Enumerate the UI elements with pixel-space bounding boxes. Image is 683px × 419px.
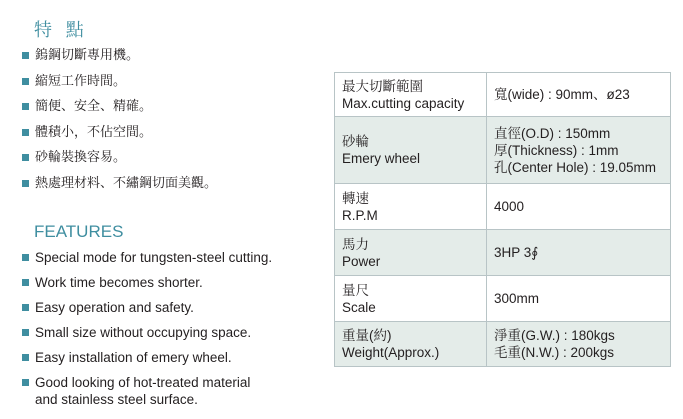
- bullet-square-icon: [22, 52, 29, 59]
- list-item: [22, 73, 322, 99]
- features-heading-en: FEATURES: [34, 222, 124, 241]
- list-item-text: 砂輪裝換容易。: [35, 150, 127, 165]
- spec-label: 馬力 Power: [335, 230, 487, 276]
- list-item-text: Special mode for tungsten-steel cutting.: [35, 250, 273, 265]
- list-item-text: 縮短工作時間。: [35, 73, 127, 89]
- list-item: [22, 149, 322, 175]
- spec-value: 3HP 3∮: [487, 230, 671, 276]
- bullet-square-icon: [22, 304, 29, 311]
- list-item-text: 鎢鋼切斷專用機。: [35, 48, 140, 63]
- bullet-square-icon: [22, 379, 29, 386]
- bullet-square-icon: [22, 279, 29, 286]
- spec-value: 300mm: [487, 276, 671, 322]
- list-item: [22, 47, 322, 73]
- bullet-square-icon: [22, 103, 29, 110]
- spec-value: 寬(wide) : 90mm、ø23: [487, 73, 671, 117]
- bullet-square-icon: [22, 329, 29, 336]
- list-item-text: Easy operation and safety.: [35, 300, 194, 315]
- list-item: [22, 98, 322, 124]
- spec-value: 淨重(G.W.) : 180kgs 毛重(N.W.) : 200kgs: [487, 322, 671, 367]
- list-item-text: and stainless steel surface.: [35, 392, 198, 407]
- list-item-text: Good looking of hot-treated material: [35, 375, 251, 390]
- features-heading-zh: 特 點: [34, 20, 88, 41]
- list-item-text: Easy installation of emery wheel.: [35, 350, 232, 365]
- list-item: [22, 175, 322, 201]
- table-row: [335, 184, 671, 230]
- spec-label: 量尺 Scale: [335, 276, 487, 322]
- spec-table: [334, 72, 671, 367]
- bullet-square-icon: [22, 254, 29, 261]
- list-item-text: Work time becomes shorter.: [35, 275, 203, 290]
- bullet-square-icon: [22, 154, 29, 161]
- list-item: [22, 349, 322, 366]
- list-item: [22, 124, 322, 150]
- table-row: [335, 73, 671, 117]
- list-item: [22, 249, 322, 266]
- spec-value: 4000: [487, 184, 671, 230]
- bullet-square-icon: [22, 129, 29, 136]
- list-item: [22, 324, 322, 341]
- list-item: [22, 299, 322, 316]
- table-row: [335, 230, 671, 276]
- spec-label: 重量(約) Weight(Approx.): [335, 322, 487, 367]
- table-row: [335, 117, 671, 184]
- list-item: [22, 374, 322, 408]
- spec-value: 直徑(O.D) : 150mm 厚(Thickness) : 1mm 孔(Center Hole) : 19.05mm: [487, 117, 671, 184]
- list-item: [22, 274, 322, 291]
- features-list-zh: [22, 47, 322, 200]
- list-item-text: 簡便、安全、精確。: [35, 99, 153, 114]
- list-item-text: 熱處理材料、不繡鋼切面美觀。: [35, 175, 218, 191]
- bullet-square-icon: [22, 78, 29, 85]
- spec-label: 轉速 R.P.M: [335, 184, 487, 230]
- spec-label: 砂輪 Emery wheel: [335, 117, 487, 184]
- table-row: [335, 322, 671, 367]
- bullet-square-icon: [22, 354, 29, 361]
- features-list-en: [22, 249, 322, 416]
- list-item-text: Small size without occupying space.: [35, 325, 252, 340]
- list-item-text: 體積小，不佔空間。: [35, 124, 153, 140]
- bullet-square-icon: [22, 180, 29, 187]
- table-row: [335, 276, 671, 322]
- spec-label: 最大切斷範圍 Max.cutting capacity: [335, 73, 487, 117]
